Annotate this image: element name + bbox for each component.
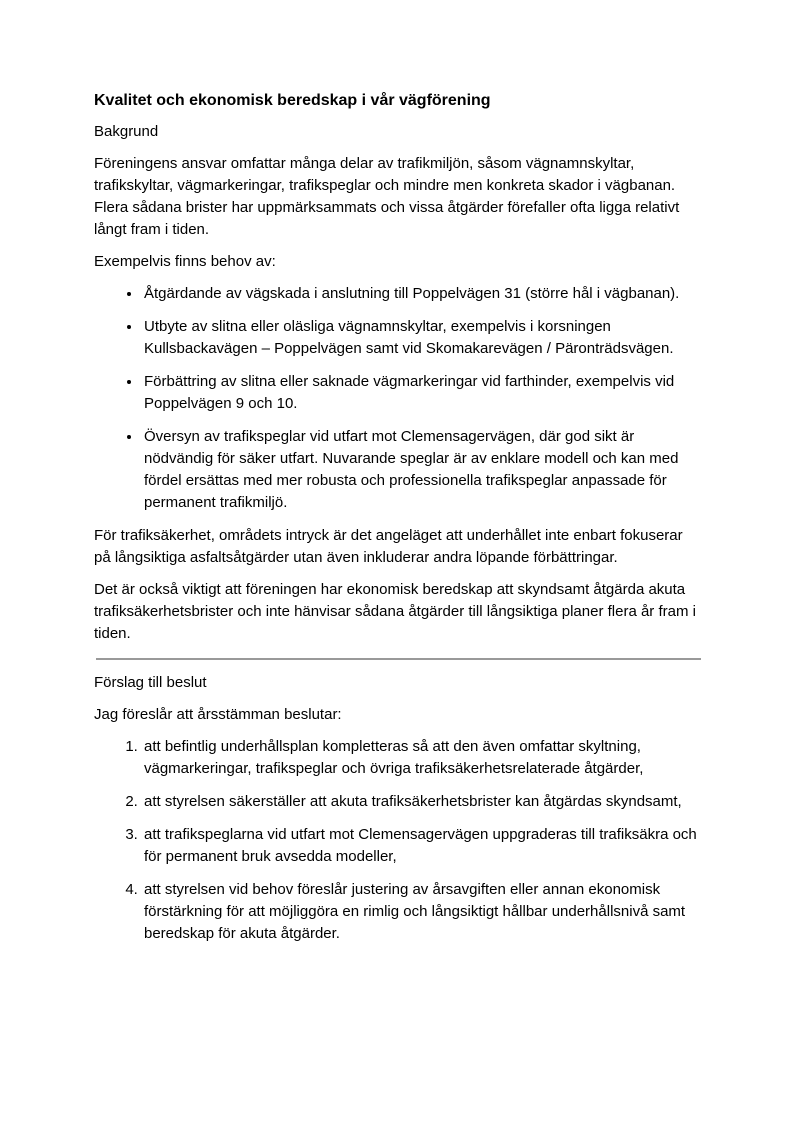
document-title: Kvalitet och ekonomisk beredskap i vår vägförening: [94, 92, 491, 109]
list-item: 4. att styrelsen vid behov föreslår justering av årsavgiften eller annan ekonomisk förstärkning för att möjliggöra en rimlig och långsiktigt hållbar underhållsnivå samt beredskap för akuta åtgärder.: [142, 879, 701, 945]
proposal-heading: Förslag till beslut: [94, 674, 207, 691]
list-item: • Översyn av trafikspeglar vid utfart mot Clemensagervägen, där god sikt är nödvändig för säker utfart. Nuvarande speglar är av enklare modell och kan med fördel ersättas med mer robusta och professionella trafikspeglar anpassade för permanent trafikmiljö.: [142, 426, 701, 514]
proposal-lead-paragraph: Jag föreslår att årsstämman beslutar:: [94, 706, 342, 723]
needs-bullet-list: [94, 283, 701, 514]
background-heading: Bakgrund: [94, 123, 159, 140]
list-item: • Förbättring av slitna eller saknade vägmarkeringar vid farthinder, exempelvis vid Poppelvägen 9 och 10.: [142, 371, 701, 415]
decision-numbered-list: [94, 736, 701, 945]
list-item: 1. att befintlig underhållsplan kompletteras så att den även omfattar skyltning, vägmarkeringar, trafikspeglar och övriga trafiksäkerhetsrelaterade åtgärder,: [142, 736, 701, 780]
needs-lead-paragraph: Exempelvis finns behov av:: [94, 253, 276, 270]
closing-paragraph: Det är också viktigt att föreningen har ekonomisk beredskap att skyndsamt åtgärda akuta trafiksäkerhetsbrister och inte hänvisar sådana åtgärder till långsiktiga planer flera år fram i tiden.: [94, 581, 696, 642]
list-item: • Utbyte av slitna eller oläsliga vägnamnskyltar, exempelvis i korsningen Kullsbackavägen – Poppelvägen samt vid Skomakarevägen / Päronträdsvägen.: [142, 316, 701, 360]
section-divider: [96, 658, 701, 660]
list-item: 2. att styrelsen säkerställer att akuta trafiksäkerhetsbrister kan åtgärdas skyndsamt,: [142, 791, 701, 813]
list-item: 3. att trafikspeglarna vid utfart mot Clemensagervägen uppgraderas till trafiksäkra och för permanent bruk avsedda modeller,: [142, 824, 701, 868]
background-intro-paragraph: Föreningens ansvar omfattar många delar av trafikmiljön, såsom vägnamnskyltar, trafikskyltar, vägmarkeringar, trafikspeglar och mindre men konkreta skador i vägbanan. Flera sådana brister har uppmärksammats och vissa åtgärder förefaller ofta ligga relativt långt fram i tiden.: [94, 155, 680, 238]
list-item: • Åtgärdande av vägskada i anslutning till Poppelvägen 31 (större hål i vägbanan).: [142, 283, 701, 305]
closing-paragraph: För trafiksäkerhet, områdets intryck är det angeläget att underhållet inte enbart fokuserar på långsiktiga asfaltsåtgärder utan även inkluderar andra löpande förbättringar.: [94, 527, 683, 566]
